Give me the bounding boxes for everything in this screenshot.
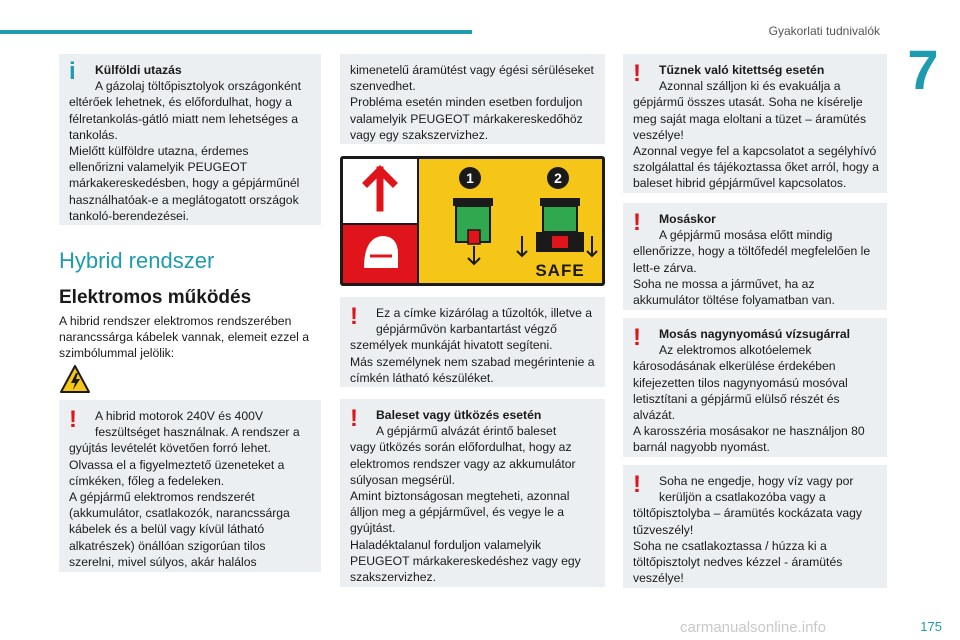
accident-line: Haladéktalanul forduljon valamelyik (350, 537, 542, 552)
warning-icon: ! (633, 324, 641, 351)
travel-line: használhatóak-e a meglátogatott országok (69, 192, 299, 207)
water-line: Soha ne engedje, hogy víz vagy por (659, 474, 854, 488)
firefighters-line: címkén látható készüléket. (350, 370, 494, 385)
warning-line: kimenetelű áramütést vagy égési sérüléseket (350, 63, 594, 77)
washing-warning-box (623, 203, 887, 310)
warning-line: (akkumulátor, csatlakozók, narancssárga (69, 506, 290, 521)
warning-line: A hibrid motorok 240V és 400V (95, 409, 264, 423)
travel-line: tankolás. (69, 127, 118, 142)
warning-line: vagy egy szakszervizhez. (350, 127, 489, 142)
high-pressure-title: Mosás nagynyomású vízsugárral (659, 327, 851, 341)
travel-line: félretankolás-gátló miatt nem lehetséges a (69, 111, 298, 126)
fire-title: Tűznek való kitettség esetén (659, 63, 825, 77)
travel-line: A gázolaj töltőpisztolyok országonként (95, 79, 301, 94)
travel-info-box (59, 54, 321, 225)
warning-line: címkéken, főleg a fedeleken. (69, 473, 225, 488)
washing-title: Mosáskor (659, 212, 716, 226)
fire-line: meg saját maga eloltani a tüzet – áramütés (633, 111, 867, 126)
fire-line: Azonnal vegye fel a kapcsolatot a segélyhívó (633, 144, 877, 159)
warning-icon: ! (350, 303, 358, 330)
warning-line: szenvedhet. (350, 79, 416, 94)
firefighters-warning-box (340, 297, 605, 387)
fire-line: Azonnal szálljon ki és evakuálja a (659, 79, 841, 94)
water-warning-box (623, 465, 887, 588)
step-1-number: 1 (466, 170, 474, 186)
travel-line: Mielőtt külföldre utazna, érdemes (69, 144, 249, 159)
warning-line: kábelek és a belül vagy kívül látható (69, 522, 265, 537)
warning-icon: ! (633, 60, 641, 87)
high-pressure-line: kifejezetten tilos nagynyomású mosóval (633, 375, 848, 390)
firefighters-line: gépjárművön karbantartást végző (376, 322, 557, 337)
travel-title: Külföldi utazás (95, 63, 182, 77)
warning-line: gyújtás levételét követően forró lehet. (69, 441, 271, 456)
accident-line: elektromos rendszer vagy az akkumulátor (350, 456, 576, 471)
safe-label: SAFE (535, 261, 585, 280)
warning-line: alkatrészek) önállóan szigorúan tilos (69, 538, 266, 553)
intro-line: szimbólummal jelölik: (59, 346, 175, 361)
electric-intro-text (59, 313, 321, 362)
warning-line: feszültséget használnak. A rendszer a (95, 425, 300, 440)
warning-line: Probléma esetén minden esetben forduljon (350, 95, 583, 110)
high-pressure-line: barnál nagyobb nyomást. (633, 440, 770, 455)
accident-line: szakszervizhez. (350, 570, 437, 585)
firefighters-line: személyek munkáját hivatott segíteni. (350, 338, 553, 353)
warning-line: szerelni, mivel súlyos, akár halálos (69, 554, 257, 569)
warning-line: valamelyik PEUGEOT márkakereskedőhöz (350, 111, 583, 126)
travel-line: eltérőek lehetnek, és előfordulhat, hogy a (69, 95, 292, 110)
washing-line: A gépjármű mosása előtt mindig (659, 228, 833, 243)
chapter-number: 7 (907, 38, 939, 101)
firefighters-line: Más személynek nem szabad megérintenie a (350, 354, 595, 369)
warning-line: Olvassa el a figyelmeztető üzeneteket a (69, 457, 285, 472)
water-line: tűzveszély! (633, 522, 694, 537)
high-pressure-line: Az elektromos alkotóelemek (659, 343, 812, 358)
high-voltage-warning-box (59, 400, 321, 572)
high-pressure-line: letisztítani a gépjármű elülső részét és (633, 391, 840, 406)
fire-warning-box (623, 54, 887, 193)
water-line: veszélye! (633, 571, 684, 586)
washing-line: lett-e zárva. (633, 260, 697, 275)
warning-icon: ! (633, 209, 641, 236)
washing-line: ellenőrizze, hogy a töltőfedél megfelelően le (633, 244, 871, 259)
info-icon: i (69, 58, 76, 85)
intro-line: A hibrid rendszer elektromos rendszerében (59, 314, 292, 328)
section-title: Gyakorlati tudnivalók (768, 24, 880, 38)
accident-line: súlyosan megsérül. (350, 472, 455, 487)
header-accent-bar (0, 30, 472, 34)
accident-title: Baleset vagy ütközés esetén (376, 408, 542, 422)
washing-line: Soha ne mossa a járművet, ha az (633, 276, 815, 291)
accident-line: Amint biztonságosan megteheti, azonnal (350, 489, 570, 504)
warning-icon: ! (350, 405, 358, 432)
fire-line: szolgálattal és tájékoztassa őket arról, hogy a (633, 160, 879, 175)
high-voltage-hazard-icon (59, 364, 91, 394)
water-line: töltőpisztolyt nedves kézzel - áramütés (633, 555, 843, 570)
fire-line: gépjármű összes utasát. Soha ne kísérelje (633, 95, 863, 110)
high-pressure-line: A karosszéria mosásakor ne használjon 80 (633, 424, 865, 439)
warning-continuation-box (340, 54, 605, 144)
water-line: kerüljön a csatlakozóba vagy a (659, 490, 826, 505)
firefighter-safety-label-figure (340, 156, 605, 286)
page-number: 175 (920, 619, 942, 634)
accident-line: gyújtást. (350, 521, 396, 536)
water-line: Soha ne csatlakoztassa / húzza ki a (633, 538, 827, 553)
warning-icon: ! (69, 406, 77, 433)
high-pressure-line: károsodásának elkerülése érdekében (633, 359, 836, 374)
accident-warning-box (340, 399, 605, 587)
accident-line: PEUGEOT márkakereskedéshez vagy egy (350, 553, 581, 568)
firefighters-line: Ez a címke kizárólag a tűzoltók, illetve a (376, 306, 593, 320)
electric-operation-heading: Elektromos működés (59, 287, 252, 308)
step-2-number: 2 (554, 170, 562, 186)
travel-line: ellenőrizni valamelyik PEUGEOT (69, 160, 248, 175)
warning-icon: ! (633, 471, 641, 498)
hybrid-system-heading: Hybrid rendszer (59, 248, 215, 273)
warning-line: A gépjármű elektromos rendszerét (69, 490, 255, 505)
watermark: carmanualsonline.info (680, 619, 826, 636)
fire-line: baleset hibrid gépjárművel kapcsolatos. (633, 176, 847, 191)
travel-line: tankoló-berendezései. (69, 208, 189, 223)
travel-line: márkakereskedésben, hogy a gépjárműnél (69, 176, 300, 191)
washing-line: akkumulátor töltése folyamatban van. (633, 293, 835, 308)
high-pressure-line: alvázát. (633, 408, 676, 423)
accident-line: vagy ütközés során előfordulhat, hogy az (350, 440, 572, 455)
fire-line: veszélye! (633, 127, 684, 142)
water-line: töltőpisztolyba – áramütés kockázata vagy (633, 506, 862, 521)
accident-line: A gépjármű alvázát érintő baleset (376, 424, 557, 439)
intro-line: narancssárga kábelek vannak, elemeit ezzel a (59, 330, 309, 345)
accident-line: álljon meg a gépjárművel, és vegye le a (350, 505, 565, 520)
high-pressure-warning-box (623, 318, 887, 457)
